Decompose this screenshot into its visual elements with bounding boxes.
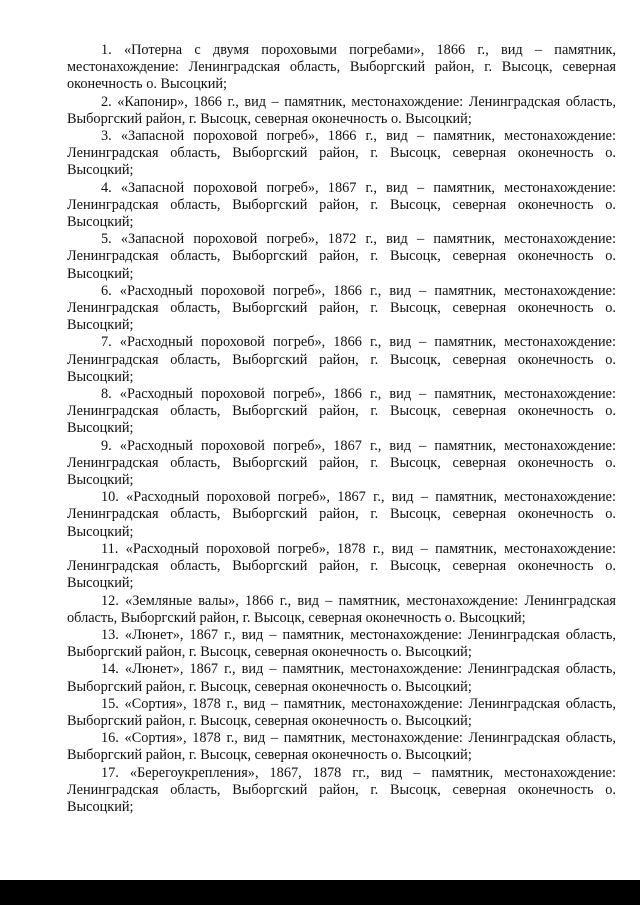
list-item: 8. «Расходный пороховой погреб», 1866 г., вид – памятник, местонахождение: Ленинградская область, Выборгский район, г. Высоцк, северная оконечность о. Высоцкий; <box>67 386 616 437</box>
list-item: 5. «Запасной пороховой погреб», 1872 г., вид – памятник, местонахождение: Ленинградская область, Выборгский район, г. Высоцк, северная оконечность о. Высоцкий; <box>67 231 616 282</box>
list-item: 9. «Расходный пороховой погреб», 1867 г., вид – памятник, местонахождение: Ленинградская область, Выборгский район, г. Высоцк, северная оконечность о. Высоцкий; <box>67 437 616 489</box>
list-item: 1. «Потерна с двумя пороховыми погребами», 1866 г., вид – памятник, местонахождение: Ленинградская область, Выборгский район, г. Высоцк, северная оконечность о. Высоцкий; <box>67 42 616 93</box>
scan-edge-bar <box>0 880 640 905</box>
list-item: 4. «Запасной пороховой погреб», 1867 г., вид – памятник, местонахождение: Ленинградская область, Выборгский район, г. Высоцк, северная оконечность о. Высоцкий; <box>67 179 616 231</box>
list-item: 13. «Люнет», 1867 г., вид – памятник, местонахождение: Ленинградская область, Выборгский район, г. Высоцк, северная оконечность о. Высоцкий; <box>67 626 616 661</box>
list-item: 17. «Берегоукрепления», 1867, 1878 гг., вид – памятник, местонахождение: Ленинградская область, Выборгский район, г. Высоцк, северная оконечность о. Высоцкий; <box>67 764 616 815</box>
list-item: 7. «Расходный пороховой погреб», 1866 г., вид – памятник, местонахождение: Ленинградская область, Выборгский район, г. Высоцк, северная оконечность о. Высоцкий; <box>67 334 616 385</box>
list-item: 2. «Капонир», 1866 г., вид – памятник, местонахождение: Ленинградская область, Выборгский район, г. Высоцк, северная оконечность о. Высоцкий; <box>67 93 616 127</box>
list-item: 15. «Сортия», 1878 г., вид – памятник, местонахождение: Ленинградская область, Выборгский район, г. Высоцк, северная оконечность о. Высоцкий; <box>67 695 616 729</box>
list-item: 10. «Расходный пороховой погреб», 1867 г., вид – памятник, местонахождение: Ленинградская область, Выборгский район, г. Высоцк, северная оконечность о. Высоцкий; <box>67 489 616 540</box>
list-item: 11. «Расходный пороховой погреб», 1878 г., вид – памятник, местонахождение: Ленинградская область, Выборгский район, г. Высоцк, северная оконечность о. Высоцкий; <box>67 540 616 592</box>
list-item: 14. «Люнет», 1867 г., вид – памятник, местонахождение: Ленинградская область, Выборгский район, г. Высоцк, северная оконечность о. Высоцкий; <box>67 661 616 695</box>
list-item: 6. «Расходный пороховой погреб», 1866 г., вид – памятник, местонахождение: Ленинградская область, Выборгский район, г. Высоцк, северная оконечность о. Высоцкий; <box>67 282 616 334</box>
list-item: 16. «Сортия», 1878 г., вид – памятник, местонахождение: Ленинградская область, Выборгский район, г. Высоцк, северная оконечность о. Высоцкий; <box>67 730 616 764</box>
list-item: 3. «Запасной пороховой погреб», 1866 г., вид – памятник, местонахождение: Ленинградская область, Выборгский район, г. Высоцк, северная оконечность о. Высоцкий; <box>67 128 616 179</box>
monument-list <box>67 42 616 816</box>
list-item: 12. «Земляные валы», 1866 г., вид – памятник, местонахождение: Ленинградская область, Выборгский район, г. Высоцк, северная оконечность о. Высоцкий; <box>67 592 616 626</box>
